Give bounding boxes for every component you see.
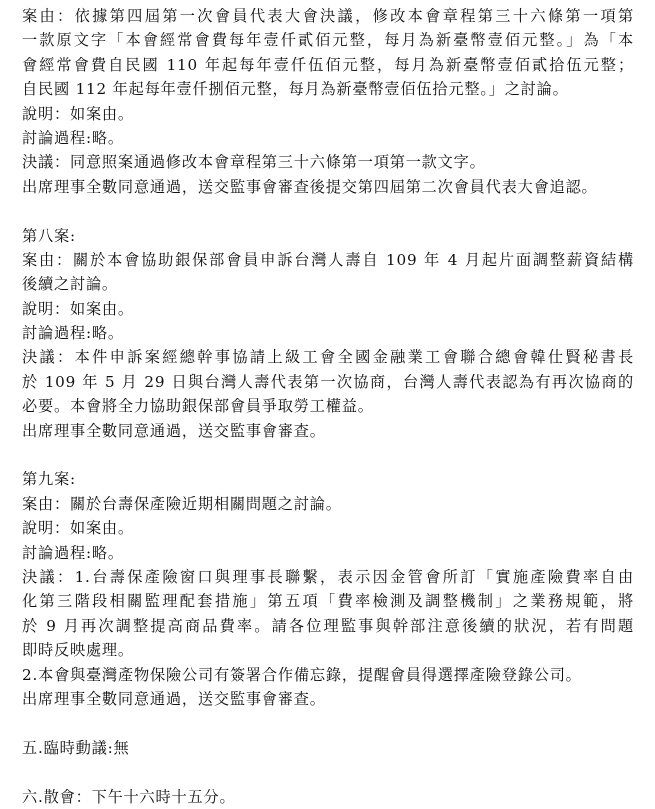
text-line: 2.本會與臺灣產物保險公司有簽署合作備忘錄，提醒會員得選擇產險登錄公司。 bbox=[22, 665, 582, 684]
text-line: 即時反映處理。 bbox=[22, 641, 134, 660]
text-line: 自民國 112 年起每年壹仟捌佰元整，每月為新臺幣壹佰伍拾元整。」之討論。 bbox=[22, 80, 569, 99]
text-line: 五.臨時動議:無 bbox=[22, 738, 130, 757]
document-body bbox=[22, 4, 634, 809]
document-section bbox=[22, 224, 634, 444]
section-spacer bbox=[22, 443, 634, 467]
text-line: 案由：關於本會協助銀保部會員申訴台灣人壽自 109 年 4 月起片面調整薪資結構 bbox=[22, 250, 634, 269]
text-line: 出席理事全數同意通過，送交監事會審查後提交第四屆第二次會員代表大會追認。 bbox=[22, 177, 598, 196]
text-line: 於 9 月再次調整提高商品費率。請各位理監事與幹部注意後續的狀況，若有問題 bbox=[22, 616, 634, 635]
text-line: 案由：關於台壽保產險近期相關問題之討論。 bbox=[22, 494, 342, 513]
text-line: 六.散會：下午十六時十五分。 bbox=[22, 787, 236, 806]
text-line: 出席理事全數同意通過，送交監事會審查。 bbox=[22, 689, 326, 708]
text-line: 討論過程:略。 bbox=[22, 324, 124, 343]
text-line: 一款原文字「本會經常會費每年壹仟貳佰元整，每月為新臺幣壹佰元整。」為「本 bbox=[22, 31, 634, 50]
document-section bbox=[22, 467, 634, 711]
text-line: 討論過程:略。 bbox=[22, 128, 124, 147]
document-section bbox=[22, 4, 634, 199]
document-section bbox=[22, 785, 634, 809]
text-line: 第八案: bbox=[22, 226, 76, 245]
text-line: 決議：1.台壽保產險窗口與理事長聯繫，表示因金管會所訂「實施產險費率自由 bbox=[22, 567, 634, 586]
document-section bbox=[22, 736, 634, 760]
section-spacer bbox=[22, 199, 634, 223]
text-line: 決議：同意照案通過修改本會章程第三十六條第一項第一款文字。 bbox=[22, 153, 486, 172]
text-line: 後續之討論。 bbox=[22, 275, 118, 294]
text-line: 必要。本會將全力協助銀保部會員爭取勞工權益。 bbox=[22, 397, 374, 416]
text-line: 說明：如案由。 bbox=[22, 299, 134, 318]
text-line: 第九案: bbox=[22, 470, 76, 489]
text-line: 說明：如案由。 bbox=[22, 519, 134, 538]
text-line: 案由：依據第四屆第一次會員代表大會決議，修改本會章程第三十六條第一項第 bbox=[22, 7, 634, 25]
text-line: 討論過程:略。 bbox=[22, 543, 124, 562]
text-line: 於 109 年 5 月 29 日與台灣人壽代表第一次協商，台灣人壽代表認為有再次協商的 bbox=[22, 372, 634, 391]
text-line: 說明：如案由。 bbox=[22, 104, 134, 123]
text-line: 出席理事全數同意通過，送交監事會審查。 bbox=[22, 421, 326, 440]
section-spacer bbox=[22, 711, 634, 735]
text-line: 會經常會費自民國 110 年起每年壹仟伍佰元整，每月為新臺幣壹佰貳拾伍元整； bbox=[22, 55, 634, 74]
text-line: 決議：本件申訴案經總幹事協請上級工會全國金融業工會聯合總會韓仕賢秘書長 bbox=[22, 348, 634, 367]
text-line: 化第三階段相關監理配套措施」第五項「費率檢測及調整機制」之業務規範，將 bbox=[22, 592, 634, 611]
